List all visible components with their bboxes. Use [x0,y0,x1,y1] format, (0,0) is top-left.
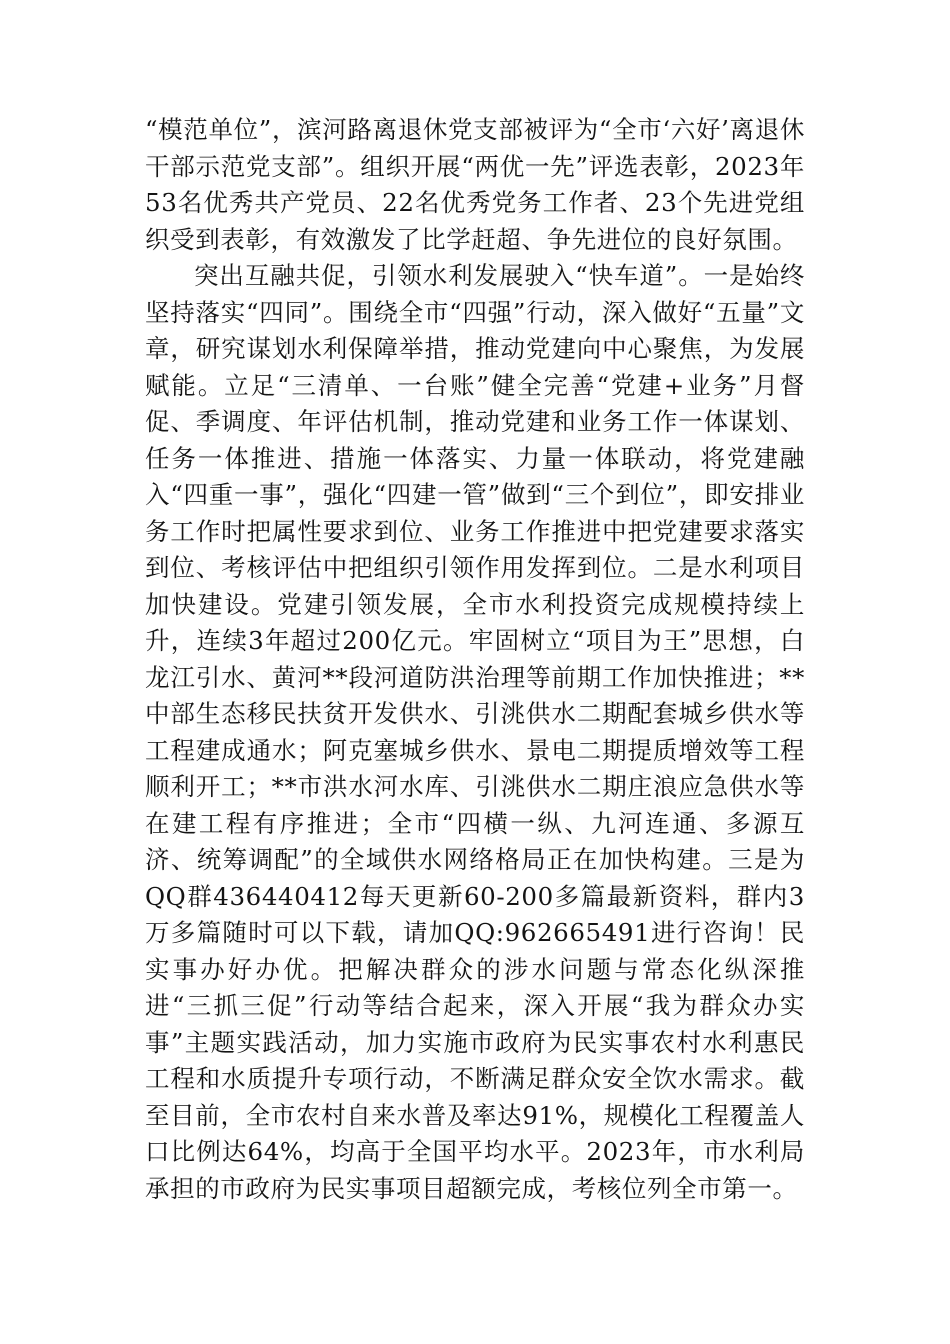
document-body [145,112,805,1207]
paragraph-continuation: “模范单位”，滨河路离退休党支部被评为“全市‘六好’离退休干部示范党支部”。组织开展“两优一先”评选表彰，2023年53名优秀共产党员、22名优秀党务工作者、23个先进党组织受到表彰，有效激发了比学赶超、争先进位的良好氛围。 [145,115,805,254]
paragraph-main: 突出互融共促，引领水利发展驶入“快车道”。一是始终坚持落实“四同”。围绕全市“四强”行动，深入做好“五量”文章，研究谋划水利保障举措，推动党建向中心聚焦，为发展赋能。立足“三清单、一台账”健全完善“党建+业务”月督促、季调度、年评估机制，推动党建和业务工作一体谋划、任务一体推进、措施一体落实、力量一体联动，将党建融入“四重一事”，强化“四建一管”做到“三个到位”，即安排业务工作时把属性要求到位、业务工作推进中把党建要求落实到位、考核评估中把组织引领作用发挥到位。二是水利项目加快建设。党建引领发展，全市水利投资完成规模持续上升，连续3年超过200亿元。牢固树立“项目为王”思想，白龙江引水、黄河**段河道防洪治理等前期工作加快推进；**中部生态移民扶贫开发供水、引洮供水二期配套城乡供水等工程建成通水；阿克塞城乡供水、景电二期提质增效等工程顺利开工；**市洪水河水库、引洮供水二期庄浪应急供水等在建工程有序推进；全市“四横一纵、九河连通、多源互济、统筹调配”的全域供水网络格局正在加快构建。三是为QQ群436440412每天更新60-200多篇最新资料，群内3万多篇随时可以下载，请加QQ:962665491进行咨询！民实事办好办优。把解决群众的涉水问题与常态化纵深推进“三抓三促”行动等结合起来，深入开展“我为群众办实事”主题实践活动，加力实施市政府为民实事农村水利惠民工程和水质提升专项行动，不断满足群众安全饮水需求。截至目前，全市农村自来水普及率达91%，规模化工程覆盖人口比例达64%，均高于全国平均水平。2023年，市水利局承担的市政府为民实事项目超额完成，考核位列全市第一。 [145,261,805,1203]
